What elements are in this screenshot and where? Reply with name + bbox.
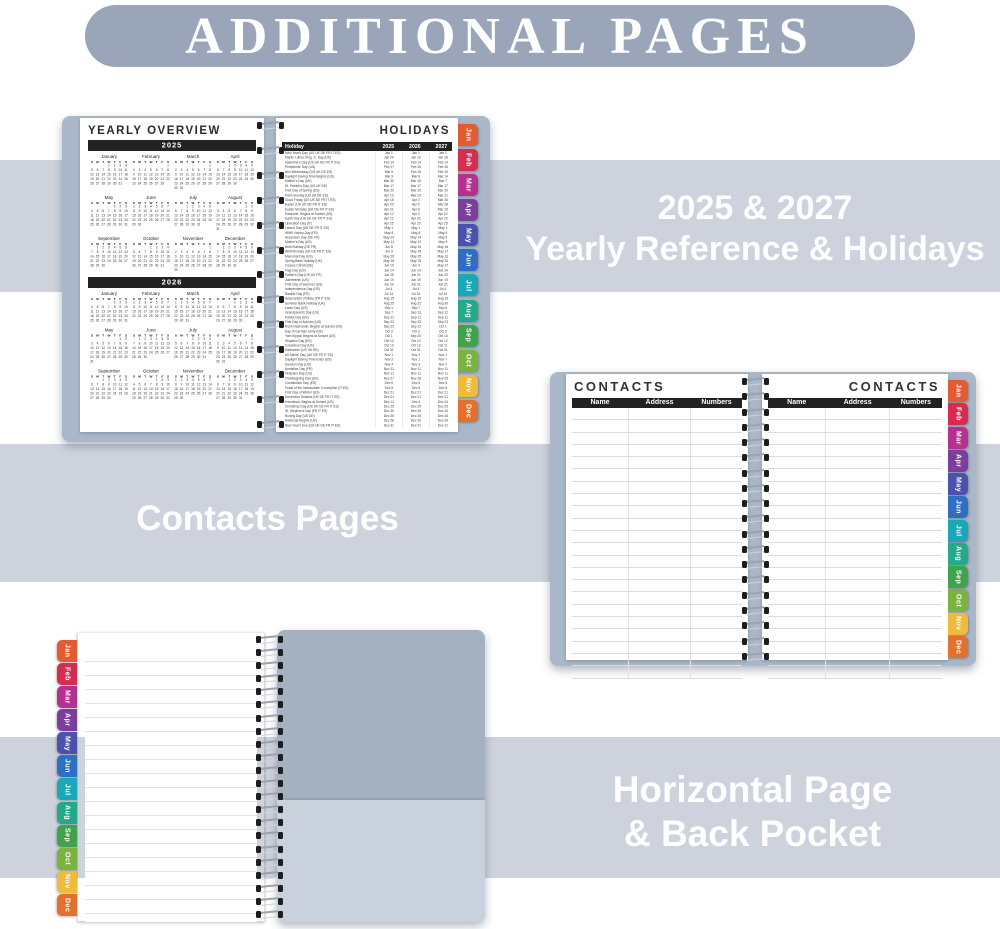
contact-row <box>572 629 742 641</box>
holiday-row: Independence Day (US) Jul 4 Jul 4 Jul 4 <box>282 287 452 292</box>
mini-month-april: April S M T W T F S 1 2 3 4 5 6 7 8 9 10 11 12 13 14 15 16 17 18 19 20 21 22 23 24 25 26 27 28 29 30 <box>216 154 254 186</box>
holidays-header-row <box>282 142 452 151</box>
spiral-loop <box>742 500 769 507</box>
spiral-loop <box>256 885 283 892</box>
contact-row <box>572 568 742 580</box>
horizontal-caption-line1: Horizontal Page <box>612 769 893 810</box>
holiday-row: Bastille Day (FR) Jul 14 Jul 14 Jul 14 <box>282 292 452 297</box>
contact-row <box>572 556 742 568</box>
month-tab-nov: Nov <box>948 613 968 635</box>
holiday-row: Palm Sunday (US UK DE ES) Apr 13 Mar 29 Mar 21 <box>282 193 452 198</box>
holiday-row: Memorial Day (US) May 26 May 25 May 31 <box>282 254 452 259</box>
contact-row <box>572 433 742 445</box>
holiday-row: Constitution Day (ES) Dec 6 Dec 6 Dec 6 <box>282 381 452 386</box>
holiday-row: Earth Day (US UK DE FR IT ES) Apr 22 Apr 22 Apr 22 <box>282 217 452 222</box>
month-tab-dec: Dec <box>458 400 478 422</box>
contacts-col-numbers: Numbers <box>900 399 932 406</box>
holiday-row: Summer Bank Holiday (UK) Aug 25 Aug 31 Aug 30 <box>282 301 452 306</box>
holidays-col-holiday: Holiday <box>285 143 304 150</box>
spiral-loop <box>256 767 283 774</box>
contact-row <box>768 531 942 543</box>
holiday-row: Whit Sunday (DE FR) Jun 8 May 24 May 16 <box>282 245 452 250</box>
contact-row <box>572 408 742 420</box>
holiday-row: Easter Monday (UK DE FR IT ES) Apr 21 Apr 6 Mar 29 <box>282 207 452 212</box>
mini-month-october: October S M T W T F S 1 2 3 4 5 6 7 8 9 10 11 12 13 14 15 16 17 18 19 20 21 22 23 24 25 26 27 28 29 30 31 <box>132 368 170 400</box>
month-tab-may: May <box>57 732 77 754</box>
contacts-caption: Contacts Pages <box>136 499 399 538</box>
month-tabs-contacts <box>948 380 968 658</box>
holiday-row: Christmas Day (US UK DE FR IT ES) Dec 25 Dec 25 Dec 25 <box>282 405 452 410</box>
spiral-loop <box>256 741 283 748</box>
contact-row <box>572 642 742 654</box>
holiday-row: Juneteenth (US) Jun 19 Jun 19 Jun 19 <box>282 278 452 283</box>
contact-row <box>572 654 742 666</box>
spiral-loop <box>257 147 284 154</box>
holiday-row: Day of German Unity (DE) Oct 3 Oct 3 Oct 3 <box>282 329 452 334</box>
contact-row <box>572 617 742 629</box>
spiral-loop <box>742 485 769 492</box>
holiday-row: Veterans Day (US) Nov 11 Nov 11 Nov 11 <box>282 372 452 377</box>
spiral-loop <box>256 701 283 708</box>
holiday-row: Good Friday (US UK DE FR IT ES) Apr 18 Apr 3 Mar 26 <box>282 198 452 203</box>
contact-row <box>768 482 942 494</box>
contact-row <box>768 568 942 580</box>
contact-row <box>572 482 742 494</box>
month-tab-sep: Sep <box>57 825 77 847</box>
mini-month-november: November S M T W T F S 1 2 3 4 5 6 7 8 9 10 11 12 13 14 15 16 17 18 19 20 21 22 23 24 25 26 27 28 29 30 <box>174 236 212 272</box>
back-pocket <box>277 800 485 922</box>
holiday-row: Martin Luther King, Jr. Day (US) Jan 20 Jan 19 Jan 18 <box>282 156 452 161</box>
holiday-row: Patriot Day (US) Sep 11 Sep 11 Sep 11 <box>282 315 452 320</box>
contact-row <box>572 420 742 432</box>
month-tab-jul: Jul <box>948 520 968 542</box>
month-tab-dec: Dec <box>57 894 77 916</box>
spiral-loop <box>257 172 284 179</box>
spiral-loop <box>257 247 284 254</box>
month-tab-mar: Mar <box>57 686 77 708</box>
holiday-row: First Day of Spring (US) Mar 20 Mar 20 Mar 20 <box>282 189 452 194</box>
holiday-row: Mother's Day (UK) Mar 30 Mar 15 Mar 7 <box>282 179 452 184</box>
contact-row <box>768 617 942 629</box>
month-tab-nov: Nov <box>458 375 478 397</box>
spiral-loop <box>256 649 283 656</box>
month-tab-may: May <box>458 224 478 246</box>
spiral-loop <box>257 296 284 303</box>
yearly-overview-page <box>80 118 264 432</box>
spiral-loop <box>742 622 769 629</box>
month-tab-mar: Mar <box>948 427 968 449</box>
contact-row <box>768 666 942 678</box>
spiral-loop <box>742 409 769 416</box>
spiral-loop <box>256 754 283 761</box>
yearly-caption-line1: 2025 & 2027 <box>657 189 853 227</box>
holiday-row: Grandparents Day (US) Sep 7 Sep 13 Sep 12 <box>282 311 452 316</box>
spiral-loop <box>742 424 769 431</box>
holiday-row: Liberation Day (IT) Apr 25 Apr 25 Apr 25 <box>282 221 452 226</box>
spiral-loop <box>256 793 283 800</box>
holiday-row: Easter (US UK DE FR IT ES) Apr 20 Apr 5 Mar 28 <box>282 203 452 208</box>
holiday-row: Hispanic Day (ES) Oct 12 Oct 12 Oct 12 <box>282 339 452 344</box>
month-tab-jun: Jun <box>948 496 968 518</box>
yearly-caption-line2: Yearly Reference & Holidays <box>525 229 985 268</box>
spiral-loop <box>742 638 769 645</box>
holiday-row: St. Stephen's Day (FR IT ES) Dec 26 Dec 26 Dec 26 <box>282 409 452 414</box>
month-tab-aug: Aug <box>57 802 77 824</box>
mini-month-july: July S M T W T F S 1 2 3 4 5 6 7 8 9 10 11 12 13 14 15 16 17 18 19 20 21 22 23 24 25 26 27 28 29 30 31 <box>174 327 212 359</box>
month-tab-mar: Mar <box>458 174 478 196</box>
mini-month-march: March S M T W T F S 1 2 3 4 5 6 7 8 9 10 11 12 13 14 15 16 17 18 19 20 21 22 23 24 25 26 27 28 29 30 31 <box>174 291 212 323</box>
mini-month-july: July S M T W T F S 1 2 3 4 5 6 7 8 9 10 11 12 13 14 15 16 17 18 19 20 21 22 23 24 25 26 27 28 29 30 31 <box>174 195 212 227</box>
contact-row <box>572 543 742 555</box>
spiral-loop <box>256 898 283 905</box>
holiday-row: Armistice Day (FR) Nov 11 Nov 11 Nov 11 <box>282 367 452 372</box>
mini-month-may: May S M T W T F S 1 2 3 4 5 6 7 8 9 10 11 12 13 14 15 16 17 18 19 20 21 22 23 24 25 26 27 28 29 30 31 <box>90 327 128 364</box>
spiral-loop <box>742 439 769 446</box>
contact-row <box>768 420 942 432</box>
spiral-loop <box>257 122 284 129</box>
spiral-loop <box>257 222 284 229</box>
holiday-row: First Day of Summer (US) Jun 20 Jun 21 Jun 21 <box>282 282 452 287</box>
spiral-loop <box>256 819 283 826</box>
holiday-row: Kwanzaa Begins (US) Dec 26 Dec 26 Dec 26 <box>282 419 452 424</box>
holidays-page <box>276 118 458 432</box>
spiral-loop <box>742 592 769 599</box>
holiday-row: Boxing Day (UK DE) Dec 26 Dec 26 Dec 26 <box>282 414 452 419</box>
contact-row <box>768 556 942 568</box>
spiral-loop <box>257 321 284 328</box>
header-banner <box>85 5 915 67</box>
contact-row <box>768 519 942 531</box>
holidays-col-2027: 2027 <box>435 143 448 150</box>
contact-row <box>572 580 742 592</box>
contacts-col-name: Name <box>590 399 610 406</box>
holiday-row: Feast of the Immaculate Conception (IT ES) Dec 8 Dec 8 Dec 8 <box>282 386 452 391</box>
spiral-loop <box>256 728 283 735</box>
holiday-row: Columbus Day (US) Oct 13 Oct 12 Oct 11 <box>282 344 452 349</box>
calendar-grid-2025 <box>88 154 256 277</box>
month-tab-feb: Feb <box>458 149 478 171</box>
holiday-row: Yom Kippur, Begins at Sunset (US) Oct 1 Sep 20 Oct 10 <box>282 334 452 339</box>
holiday-row: Whit Monday (UK DE FR IT ES) Jun 9 May 25 May 17 <box>282 250 452 255</box>
contacts-header-left <box>572 398 742 408</box>
holiday-row: Election Day (US) Nov 4 Nov 3 Nov 2 <box>282 362 452 367</box>
holiday-row: Daylight Saving Time Begins (US) Mar 9 Mar 8 Mar 14 <box>282 174 452 179</box>
month-tab-dec: Dec <box>948 636 968 658</box>
horizontal-caption-line2: & Back Pocket <box>623 813 882 855</box>
month-tabs-yearly <box>458 124 478 422</box>
holiday-row: New Year's Day (US UK DE FR IT ES) Jan 1 Jan 1 Jan 1 <box>282 151 452 156</box>
month-tab-nov: Nov <box>57 871 77 893</box>
holiday-row: Rosh Hashanah, Begins at Sunset (US) Sep 22 Sep 11 Oct 1 <box>282 325 452 330</box>
contacts-title-right: CONTACTS <box>848 379 940 394</box>
mini-month-august: August S M T W T F S 1 2 3 4 5 6 7 8 9 10 11 12 13 14 15 16 17 18 19 20 21 22 23 24 25 26 27 28 29 30 31 <box>216 195 254 231</box>
holiday-row: WWII Victory Day (FR) May 8 May 8 May 8 <box>282 231 452 236</box>
contacts-col-name: Name <box>787 399 807 406</box>
month-tab-sep: Sep <box>948 566 968 588</box>
spiral-loop <box>742 531 769 538</box>
contact-row <box>768 543 942 555</box>
contact-row <box>768 494 942 506</box>
month-tab-sep: Sep <box>458 325 478 347</box>
mini-month-june: June S M T W T F S 1 2 3 4 5 6 7 8 9 10 11 12 13 14 15 16 17 18 19 20 21 22 23 24 25 26 27 28 29 30 <box>132 195 170 227</box>
spiral-loop <box>256 688 283 695</box>
holiday-row: Labor Day (US) Sep 1 Sep 7 Sep 6 <box>282 306 452 311</box>
holiday-row: Flag Day (US) Jun 14 Jun 14 Jun 14 <box>282 268 452 273</box>
holiday-row: Halloween (US UK DE) Oct 31 Oct 31 Oct 31 <box>282 348 452 353</box>
holiday-row: New Year's Eve (US UK DE FR IT ES) Dec 31 Dec 31 Dec 31 <box>282 423 452 428</box>
mini-month-january: January S M T W T F S 1 2 3 4 5 6 7 8 9 10 11 12 13 14 15 16 17 18 19 20 21 22 23 24 25 26 27 28 29 30 31 <box>90 154 128 186</box>
holiday-row: December Solstice (UK DE FR IT ES) Dec 21 Dec 21 Dec 21 <box>282 395 452 400</box>
month-tab-jan: Jan <box>948 380 968 402</box>
spiral-loop <box>257 421 284 428</box>
contact-row <box>768 605 942 617</box>
contact-row <box>572 457 742 469</box>
month-tab-jun: Jun <box>57 755 77 777</box>
contacts-rows-left <box>572 408 742 656</box>
back-cover <box>277 630 485 922</box>
contacts-header-right <box>768 398 942 408</box>
contacts-title-left: CONTACTS <box>574 379 666 394</box>
month-tab-jun: Jun <box>458 249 478 271</box>
mini-month-september: September S M T W T F S 1 2 3 4 5 6 7 8 9 10 11 12 13 14 15 16 17 18 19 20 21 22 23 24 25 26 27 28 29 30 <box>90 368 128 400</box>
year-bar-2025: 2025 <box>88 140 256 151</box>
contact-row <box>768 506 942 518</box>
spiral-loop <box>257 197 284 204</box>
spiral-loop <box>257 346 284 353</box>
year-bar-2026: 2026 <box>88 277 256 288</box>
yearly-calendars <box>88 140 256 405</box>
yearly-caption <box>520 188 990 270</box>
holidays-title: HOLIDAYS <box>379 125 450 137</box>
holiday-row: Thanksgiving Day (US) Nov 27 Nov 26 Nov 25 <box>282 376 452 381</box>
spiral-loop <box>257 371 284 378</box>
holiday-row: Father's Day (US UK FR) Jun 15 Jun 21 Jun 20 <box>282 273 452 278</box>
spiral-loop <box>742 470 769 477</box>
month-tab-jan: Jan <box>458 124 478 146</box>
month-tab-oct: Oct <box>458 350 478 372</box>
spiral-loop <box>742 561 769 568</box>
mini-month-august: August S M T W T F S 1 2 3 4 5 6 7 8 9 10 11 12 13 14 15 16 17 18 19 20 21 22 23 24 25 26 27 28 29 30 31 <box>216 327 254 364</box>
spiral-loop <box>256 846 283 853</box>
holiday-row: Ascension Day (DE FR) May 29 May 14 May 6 <box>282 236 452 241</box>
contact-row <box>572 666 742 678</box>
yearly-overview-title: YEARLY OVERVIEW <box>88 125 221 137</box>
holiday-row: Daylight Saving Time Ends (US) Nov 2 Nov 1 Nov 7 <box>282 358 452 363</box>
spiral-binding-contacts <box>742 378 769 660</box>
holiday-row: All Saints' Day (UK DE FR IT ES) Nov 1 Nov 1 Nov 1 <box>282 353 452 358</box>
month-tab-feb: Feb <box>948 403 968 425</box>
month-tab-aug: Aug <box>948 543 968 565</box>
spiral-loop <box>256 872 283 879</box>
spiral-loop <box>256 675 283 682</box>
month-tab-jan: Jan <box>57 640 77 662</box>
spiral-loop <box>256 859 283 866</box>
page-title: ADDITIONAL PAGES <box>185 7 815 65</box>
contact-row <box>572 494 742 506</box>
contact-row <box>572 506 742 518</box>
spiral-loop <box>742 607 769 614</box>
holiday-row: St. Patrick's Day (US UK DE) Mar 17 Mar 17 Mar 17 <box>282 184 452 189</box>
mini-month-june: June S M T W T F S 1 2 3 4 5 6 7 8 9 10 11 12 13 14 15 16 17 18 19 20 21 22 23 24 25 26 27 28 29 30 <box>132 327 170 359</box>
holiday-row: Mother's Day (US) May 11 May 10 May 9 <box>282 240 452 245</box>
spiral-loop <box>256 715 283 722</box>
contact-row <box>768 457 942 469</box>
contact-row <box>572 592 742 604</box>
spiral-loop <box>256 780 283 787</box>
holiday-row: Passover, Begins at Sunset (US) Apr 12 Apr 2 Apr 22 <box>282 212 452 217</box>
contacts-col-address: Address <box>645 399 674 406</box>
holiday-row: First Day of Autumn (US) Sep 22 Sep 23 Sep 23 <box>282 320 452 325</box>
horizontal-caption <box>515 768 990 857</box>
month-tab-apr: Apr <box>57 709 77 731</box>
mini-month-january: January S M T W T F S 1 2 3 4 5 6 7 8 9 10 11 12 13 14 15 16 17 18 19 20 21 22 23 24 25 26 27 28 29 30 31 <box>90 291 128 323</box>
spiral-loop <box>257 396 284 403</box>
holidays-table <box>282 142 452 428</box>
month-tab-apr: Apr <box>948 450 968 472</box>
spiral-loop <box>742 454 769 461</box>
holiday-row: Ash Wednesday (US UK DE ES) Mar 5 Feb 18 Feb 10 <box>282 170 452 175</box>
horizontal-ruled-page <box>77 632 265 922</box>
contact-row <box>768 642 942 654</box>
contact-row <box>572 605 742 617</box>
spiral-loop <box>742 515 769 522</box>
contact-row <box>768 580 942 592</box>
contact-row <box>768 654 942 666</box>
spiral-loop <box>256 662 283 669</box>
mini-month-march: March S M T W T F S 1 2 3 4 5 6 7 8 9 10 11 12 13 14 15 16 17 18 19 20 21 22 23 24 25 26 27 28 29 30 31 <box>174 154 212 190</box>
holiday-row: Labour Day (UK DE FR IT ES) May 1 May 1 May 1 <box>282 226 452 231</box>
contact-row <box>768 445 942 457</box>
contacts-col-numbers: Numbers <box>701 399 732 406</box>
contact-row <box>572 531 742 543</box>
spiral-binding-horizontal <box>256 636 283 918</box>
spiral-loop <box>742 546 769 553</box>
mini-month-december: December S M T W T F S 1 2 3 4 5 6 7 8 9 10 11 12 13 14 15 16 17 18 19 20 21 22 23 24 25 26 27 28 29 30 31 <box>216 368 254 400</box>
month-tab-may: May <box>948 473 968 495</box>
month-tabs-horizontal <box>57 640 77 916</box>
holiday-row: Valentine's Day (US UK DE FR IT ES) Feb 14 Feb 14 Feb 14 <box>282 160 452 165</box>
holidays-rows <box>282 151 452 428</box>
spiral-loop <box>256 806 283 813</box>
contacts-page-right <box>762 374 948 660</box>
contact-row <box>768 629 942 641</box>
mini-month-december: December S M T W T F S 1 2 3 4 5 6 7 8 9 10 11 12 13 14 15 16 17 18 19 20 21 22 23 24 25 26 27 28 29 30 31 <box>216 236 254 268</box>
calendar-grid-2026 <box>88 291 256 405</box>
holidays-col-2026: 2026 <box>409 143 421 150</box>
holiday-row: Presidents' Day (US) Feb 17 Feb 16 Feb 15 <box>282 165 452 170</box>
contacts-page-left <box>566 374 748 660</box>
month-tab-jul: Jul <box>458 274 478 296</box>
holiday-row: First Day of Winter (US) Dec 21 Dec 21 Dec 21 <box>282 390 452 395</box>
holiday-row: Hanukkah, Begins at Sunset (US) Dec 14 Dec 4 Dec 24 <box>282 400 452 405</box>
contact-row <box>768 408 942 420</box>
spiral-loop <box>256 832 283 839</box>
mini-month-may: May S M T W T F S 1 2 3 4 5 6 7 8 9 10 11 12 13 14 15 16 17 18 19 20 21 22 23 24 25 26 27 28 29 30 31 <box>90 195 128 227</box>
contact-row <box>768 433 942 445</box>
mini-month-february: February S M T W T F S 1 2 3 4 5 6 7 8 9 10 11 12 13 14 15 16 17 18 19 20 21 22 23 24 25 26 27 28 <box>132 291 170 318</box>
mini-month-february: February S M T W T F S 1 2 3 4 5 6 7 8 9 10 11 12 13 14 15 16 17 18 19 20 21 22 23 24 25 26 27 28 <box>132 154 170 186</box>
mini-month-april: April S M T W T F S 1 2 3 4 5 6 7 8 9 10 11 12 13 14 15 16 17 18 19 20 21 22 23 24 25 26 27 28 29 30 <box>216 291 254 323</box>
contact-row <box>572 519 742 531</box>
spiral-loop <box>256 636 283 643</box>
spiral-loop <box>256 911 283 918</box>
spiral-loop <box>257 271 284 278</box>
spiral-loop <box>742 393 769 400</box>
spiral-loop <box>742 653 769 660</box>
holidays-col-2025: 2025 <box>382 143 395 150</box>
month-tab-jul: Jul <box>57 778 77 800</box>
contact-row <box>572 469 742 481</box>
spiral-loop <box>742 576 769 583</box>
spiral-binding <box>257 122 284 428</box>
mini-month-november: November S M T W T F S 1 2 3 4 5 6 7 8 9 10 11 12 13 14 15 16 17 18 19 20 21 22 23 24 25 26 27 28 29 30 <box>174 368 212 400</box>
month-tab-aug: Aug <box>458 300 478 322</box>
holiday-row: Spring Bank Holiday (UK) May 26 May 25 May 31 <box>282 259 452 264</box>
contacts-rows-right <box>768 408 942 656</box>
month-tab-feb: Feb <box>57 663 77 685</box>
month-tab-oct: Oct <box>57 848 77 870</box>
mini-month-october: October S M T W T F S 1 2 3 4 5 6 7 8 9 10 11 12 13 14 15 16 17 18 19 20 21 22 23 24 25 26 27 28 29 30 31 <box>132 236 170 268</box>
month-tab-oct: Oct <box>948 589 968 611</box>
contact-row <box>768 469 942 481</box>
contact-row <box>572 445 742 457</box>
holiday-row: Corpus Christi (DE) Jun 19 Jun 4 May 27 <box>282 264 452 269</box>
mini-month-september: September S M T W T F S 1 2 3 4 5 6 7 8 9 10 11 12 13 14 15 16 17 18 19 20 21 22 23 24 25 26 27 28 29 30 <box>90 236 128 268</box>
month-tab-apr: Apr <box>458 199 478 221</box>
contacts-col-address: Address <box>843 399 872 406</box>
contact-row <box>768 592 942 604</box>
spiral-loop <box>742 378 769 385</box>
holiday-row: Assumption of Mary (FR IT ES) Aug 15 Aug 15 Aug 15 <box>282 297 452 302</box>
